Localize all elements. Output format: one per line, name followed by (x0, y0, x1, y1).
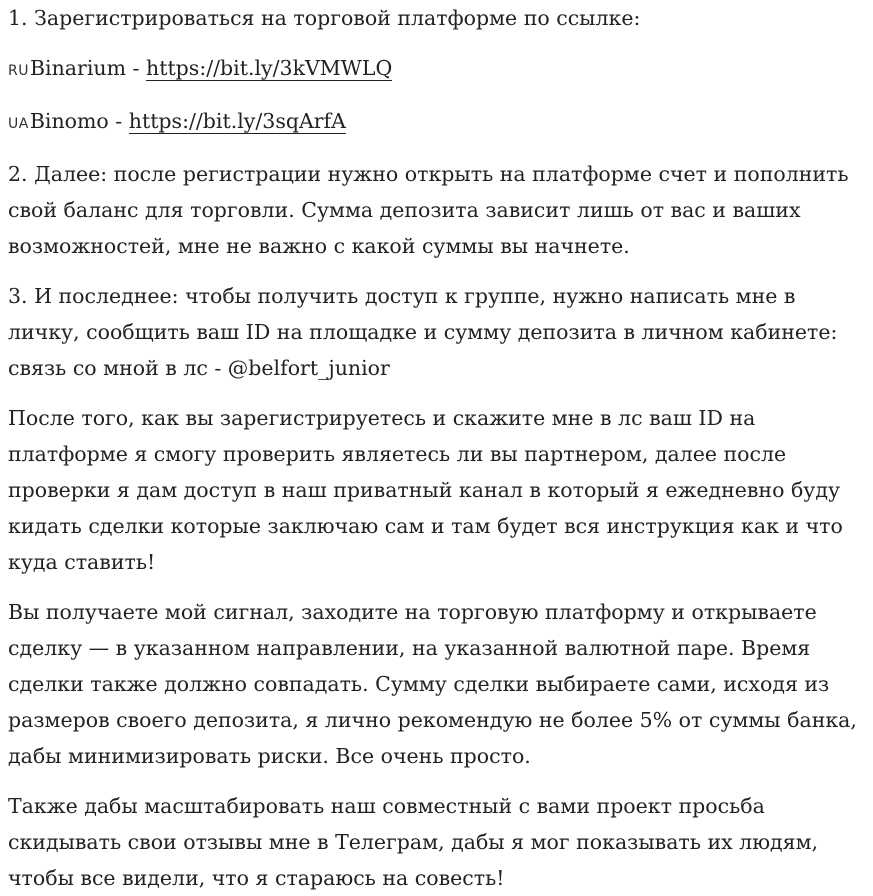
platform-name-binomo: Binomo (29, 109, 109, 133)
step-1-text: 1. Зарегистрироваться на торговой платформе по ссылке: (8, 6, 641, 30)
ua-flag-icon: UA (8, 116, 29, 132)
platform-row-binomo (8, 103, 867, 142)
paragraph-signal: Вы получаете мой сигнал, заходите на торговую платформу и открываете сделку — в указанном направлении, на указанной валютной паре. Время сделки также должно совпадать. Сумму сделки выбираете сами, исходя из размеров своего депозита, я лично рекомендую не более 5% от суммы банка, дабы минимизировать риски. Все очень просто. (8, 600, 857, 768)
paragraph-after-registration: После того, как вы зарегистрируетесь и скажите мне в лс ваш ID на платформе я смогу проверить являетесь ли вы партнером, далее после проверки я дам доступ в наш приватный канал в который я ежедневно буду кидать сделки которые заключаю сам и там будет вся инструкция как и что куда ставить! (8, 406, 843, 574)
step-2-text: 2. Далее: после регистрации нужно открыть на платформе счет и пополнить свой баланс для торговли. Сумма депозита зависит лишь от вас и ваших возможностей, мне не важно с какой суммы вы начнете. (8, 162, 849, 258)
platform-separator: - (108, 109, 129, 133)
binarium-link[interactable]: https://bit.ly/3kVMWLQ (146, 56, 393, 80)
binomo-link[interactable]: https://bit.ly/3sqArfA (128, 109, 346, 133)
ru-flag-icon: RU (8, 63, 29, 79)
paragraph-feedback: Также дабы масштабировать наш совместный с вами проект просьба скидывать свои отзывы мне в Телеграм, дабы я мог показывать их людям, чтобы все видели, что я стараюсь на совесть! (8, 794, 819, 890)
platform-row-binarium (8, 50, 867, 89)
step-3-text: 3. И последнее: чтобы получить доступ к группе, нужно написать мне в личку, сообщить ваш ID на площадке и сумму депозита в личном кабинете: связь со мной в лс - @belfort_junior (8, 284, 838, 380)
platform-name-binarium: Binarium (29, 56, 127, 80)
platform-separator: - (126, 56, 146, 80)
